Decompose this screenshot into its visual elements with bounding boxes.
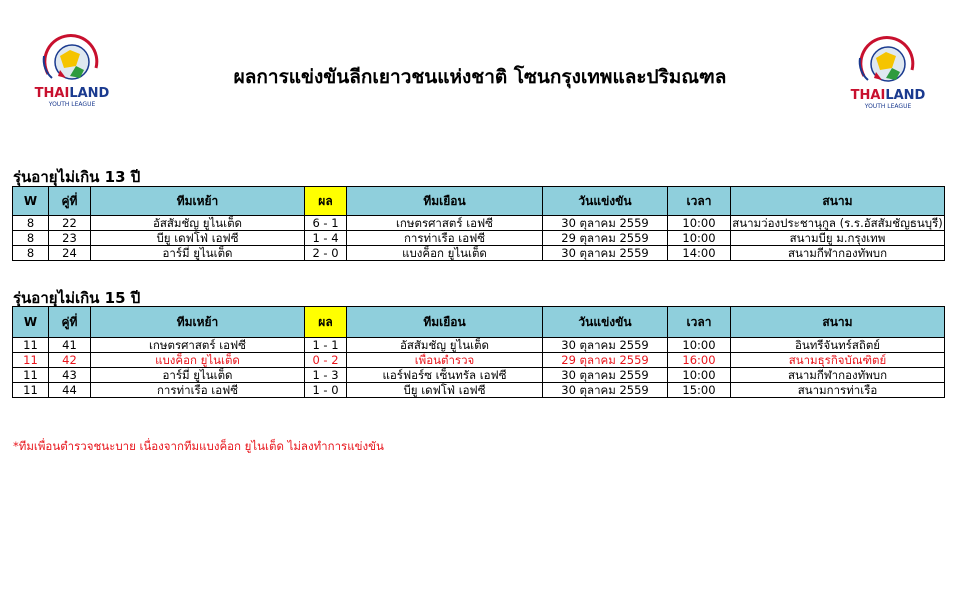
results-table-u15 (12, 306, 945, 398)
col-header-score: ผล (305, 187, 347, 216)
col-header-date: วันแข่งขัน (543, 307, 668, 338)
cell-match: 23 (49, 231, 91, 246)
col-header-week: W (13, 187, 49, 216)
cell-away: แบงค็อก ยูไนเต็ด (347, 246, 543, 261)
cell-match: 22 (49, 216, 91, 231)
cell-date: 30 ตุลาคม 2559 (543, 383, 668, 398)
table-row (13, 368, 945, 383)
cell-date: 29 ตุลาคม 2559 (543, 231, 668, 246)
cell-match: 24 (49, 246, 91, 261)
table-header-row (13, 187, 945, 216)
cell-time: 16:00 (668, 353, 731, 368)
cell-time: 15:00 (668, 383, 731, 398)
page-title: ผลการแข่งขันลีกเยาวชนแห่งชาติ โซนกรุงเทพและปริมณฑล (233, 66, 727, 88)
col-header-time: เวลา (668, 307, 731, 338)
cell-home: เกษตรศาสตร์ เอฟซี (91, 338, 305, 353)
cell-week: 11 (13, 368, 49, 383)
col-header-date: วันแข่งขัน (543, 187, 668, 216)
cell-score: 1 - 0 (305, 383, 347, 398)
col-header-week: W (13, 307, 49, 338)
col-header-score: ผล (305, 307, 347, 338)
cell-away: เพื่อนตำรวจ (347, 353, 543, 368)
cell-time: 10:00 (668, 231, 731, 246)
cell-score: 6 - 1 (305, 216, 347, 231)
table-row (13, 246, 945, 261)
cell-score: 1 - 3 (305, 368, 347, 383)
logo-subtitle: YOUTH LEAGUE (864, 103, 912, 110)
cell-away: บียู เดฟโฟ่ เอฟซี (347, 383, 543, 398)
section-title-u15: รุ่นอายุไม่เกิน 15 ปี (13, 289, 141, 307)
cell-home: อาร์มี่ ยูไนเต็ด (91, 368, 305, 383)
cell-away: เกษตรศาสตร์ เอฟซี (347, 216, 543, 231)
cell-home: แบงค็อก ยูไนเต็ด (91, 353, 305, 368)
cell-date: 30 ตุลาคม 2559 (543, 368, 668, 383)
cell-home: การท่าเรือ เอฟซี (91, 383, 305, 398)
cell-week: 8 (13, 231, 49, 246)
cell-venue: สนามกีฬากองทัพบก (731, 368, 945, 383)
cell-time: 14:00 (668, 246, 731, 261)
cell-venue: สนามกีฬากองทัพบก (731, 246, 945, 261)
cell-week: 8 (13, 246, 49, 261)
cell-home: บียู เดฟโฟ่ เอฟซี (91, 231, 305, 246)
cell-date: 30 ตุลาคม 2559 (543, 246, 668, 261)
col-header-match: คู่ที่ (49, 187, 91, 216)
cell-away: แอร์ฟอร์ซ เซ็นทรัล เอฟซี (347, 368, 543, 383)
footnote: *ทีมเพื่อนตำรวจชนะบาย เนื่องจากทีมแบงค็อก ยูไนเต็ด ไม่ลงทำการแข่งขัน (13, 439, 384, 453)
col-header-time: เวลา (668, 187, 731, 216)
cell-venue: สนามการท่าเรือ (731, 383, 945, 398)
cell-score: 1 - 4 (305, 231, 347, 246)
cell-date: 30 ตุลาคม 2559 (543, 216, 668, 231)
table-row-highlighted (13, 353, 945, 368)
table-row (13, 231, 945, 246)
cell-date: 29 ตุลาคม 2559 (543, 353, 668, 368)
col-header-home: ทีมเหย้า (91, 187, 305, 216)
cell-week: 11 (13, 338, 49, 353)
cell-date: 30 ตุลาคม 2559 (543, 338, 668, 353)
cell-match: 44 (49, 383, 91, 398)
cell-time: 10:00 (668, 338, 731, 353)
table-row (13, 383, 945, 398)
section-title-u13: รุ่นอายุไม่เกิน 13 ปี (13, 168, 141, 186)
cell-score: 1 - 1 (305, 338, 347, 353)
table-row (13, 338, 945, 353)
table-row (13, 216, 945, 231)
cell-venue: สนามธุรกิจบัณฑิตย์ (731, 353, 945, 368)
cell-score: 2 - 0 (305, 246, 347, 261)
cell-venue: สนามบียู ม.กรุงเทพ (731, 231, 945, 246)
cell-venue: อินทรีจันทร์สถิตย์ (731, 338, 945, 353)
logo-wordmark: THAILAND (850, 88, 926, 103)
logo-wordmark: THAILAND (34, 86, 110, 101)
logo-subtitle: YOUTH LEAGUE (48, 101, 96, 108)
cell-match: 43 (49, 368, 91, 383)
results-table-u13 (12, 186, 945, 261)
cell-match: 41 (49, 338, 91, 353)
cell-score: 0 - 2 (305, 353, 347, 368)
cell-home: อัสสัมชัญ ยูไนเต็ด (91, 216, 305, 231)
cell-home: อาร์มี่ ยูไนเต็ด (91, 246, 305, 261)
table-header-row (13, 307, 945, 338)
cell-week: 8 (13, 216, 49, 231)
col-header-away: ทีมเยือน (347, 307, 543, 338)
cell-match: 42 (49, 353, 91, 368)
cell-time: 10:00 (668, 216, 731, 231)
col-header-venue: สนาม (731, 307, 945, 338)
col-header-away: ทีมเยือน (347, 187, 543, 216)
cell-week: 11 (13, 383, 49, 398)
col-header-venue: สนาม (731, 187, 945, 216)
col-header-match: คู่ที่ (49, 307, 91, 338)
cell-away: การท่าเรือ เอฟซี (347, 231, 543, 246)
col-header-home: ทีมเหย้า (91, 307, 305, 338)
cell-away: อัสสัมชัญ ยูไนเต็ด (347, 338, 543, 353)
cell-time: 10:00 (668, 368, 731, 383)
cell-week: 11 (13, 353, 49, 368)
cell-venue: สนามว่องประชานุกูล (ร.ร.อัสสัมชัญธนบุรี) (732, 216, 943, 230)
